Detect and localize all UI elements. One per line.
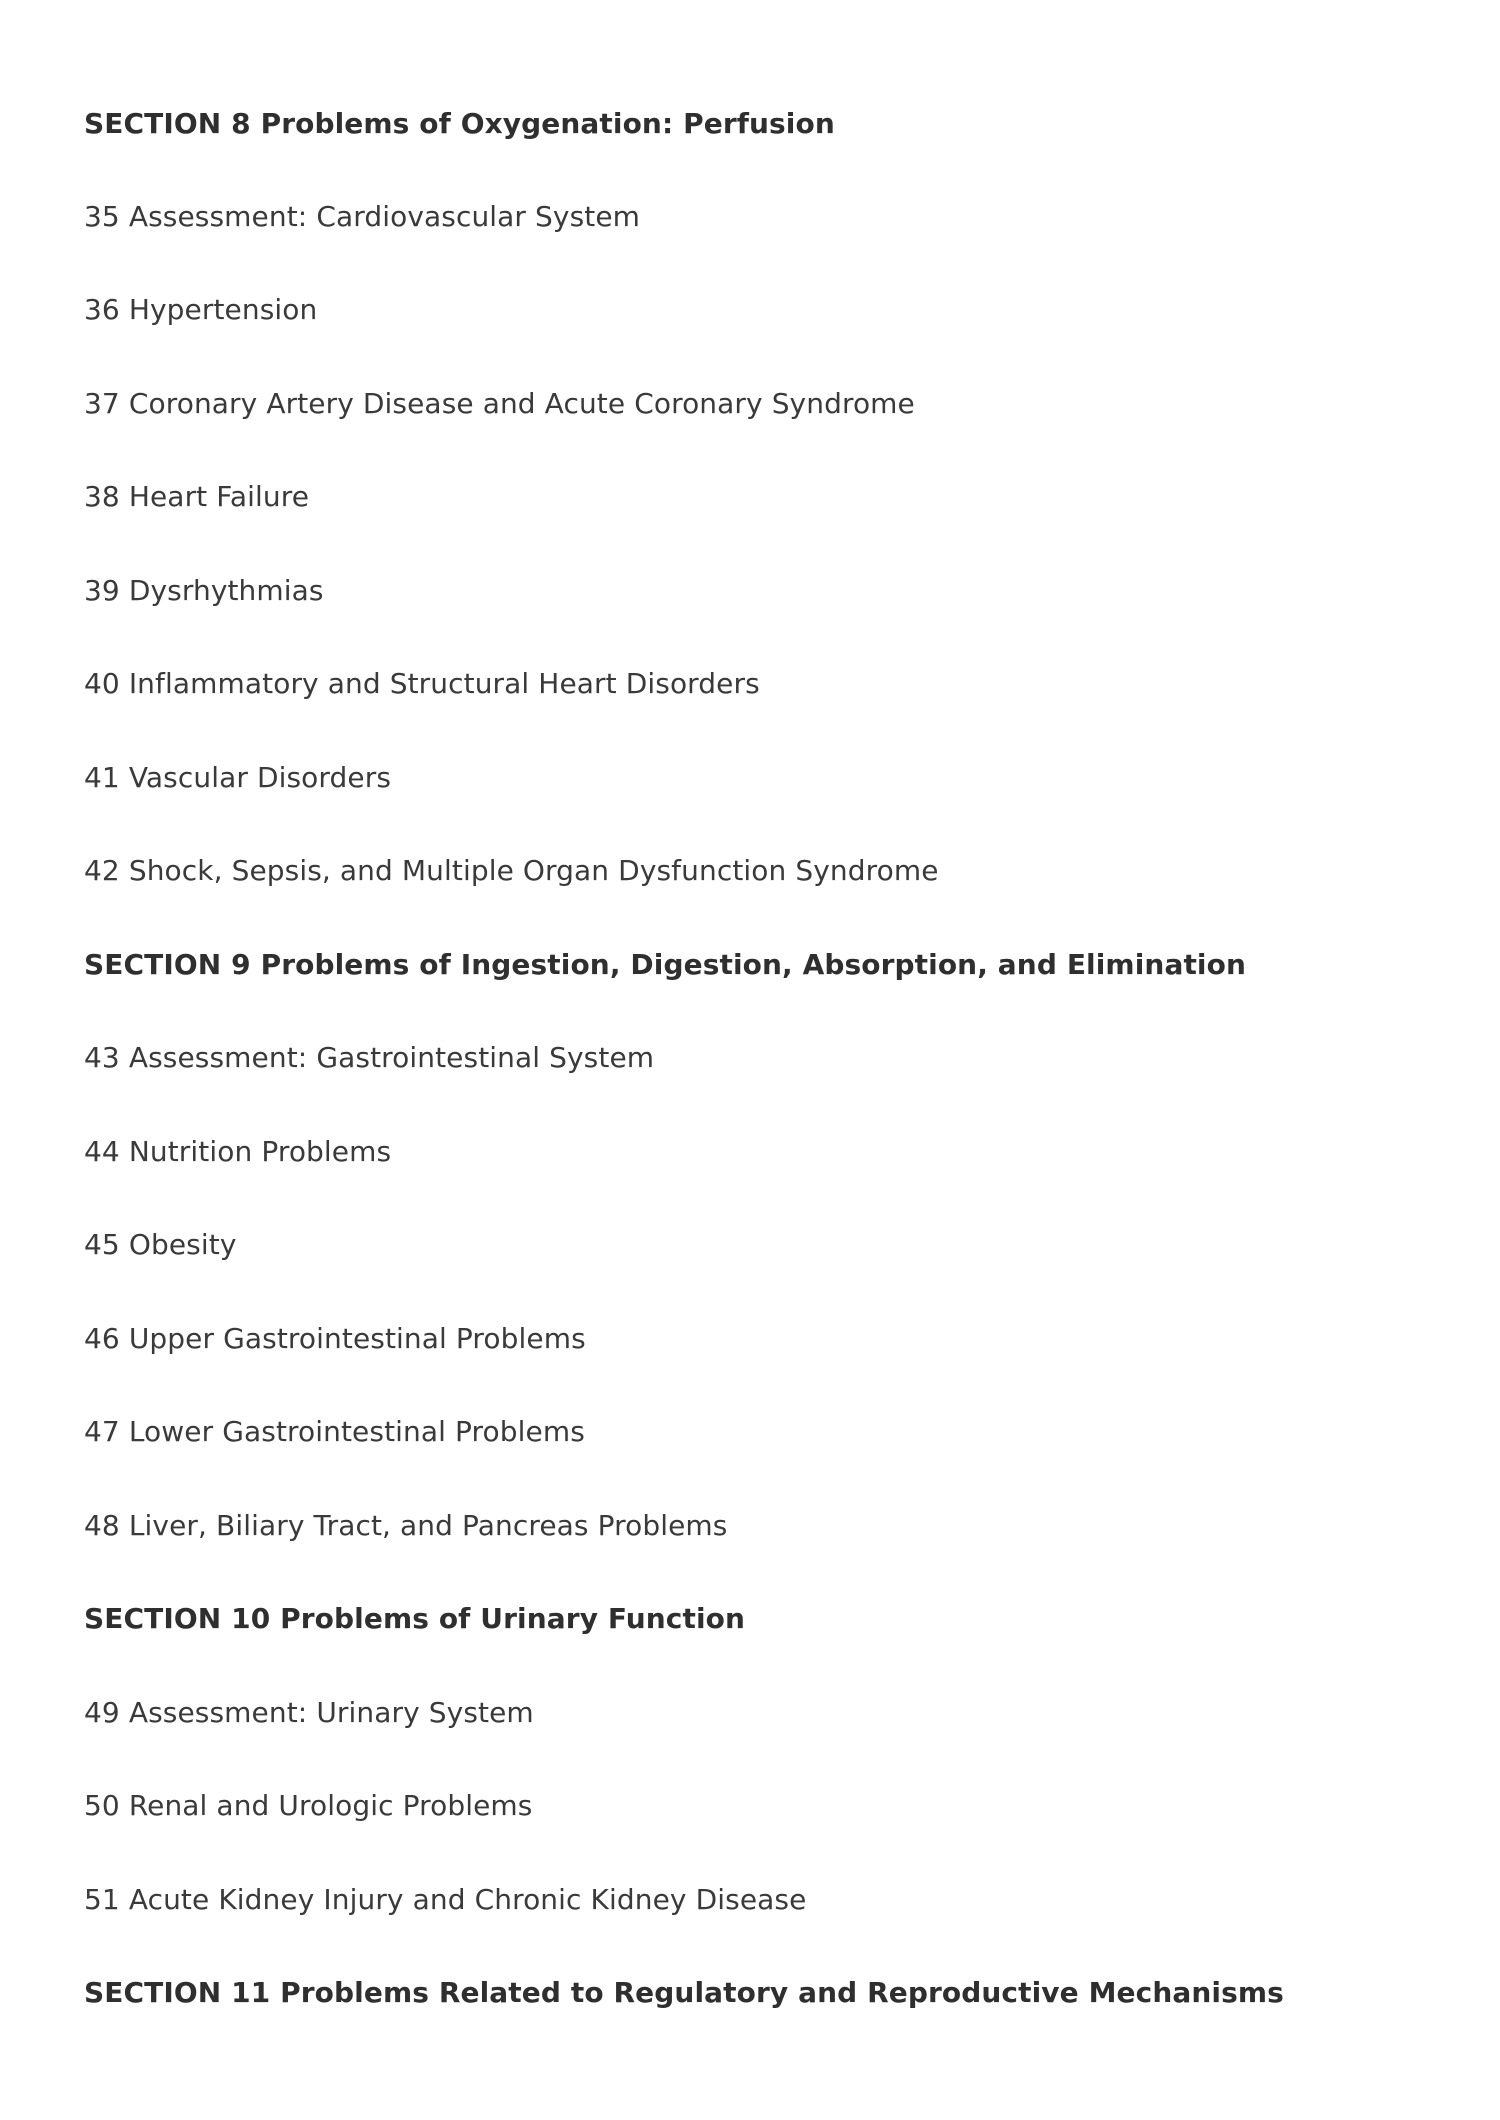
chapter-49: 49 Assessment: Urinary System [84,1696,534,1729]
section-heading-9: SECTION 9 Problems of Ingestion, Digestion, Absorption, and Elimination [84,948,1246,981]
chapter-51: 51 Acute Kidney Injury and Chronic Kidney Disease [84,1883,807,1916]
chapter-38: 38 Heart Failure [84,480,310,513]
chapter-48: 48 Liver, Biliary Tract, and Pancreas Problems [84,1509,728,1542]
chapter-39: 39 Dysrhythmias [84,574,324,607]
chapter-40: 40 Inflammatory and Structural Heart Disorders [84,667,760,700]
chapter-42: 42 Shock, Sepsis, and Multiple Organ Dysfunction Syndrome [84,854,939,887]
chapter-35: 35 Assessment: Cardiovascular System [84,200,641,233]
chapter-37: 37 Coronary Artery Disease and Acute Coronary Syndrome [84,387,915,420]
chapter-50: 50 Renal and Urologic Problems [84,1789,533,1822]
section-heading-8: SECTION 8 Problems of Oxygenation: Perfusion [84,107,835,140]
chapter-46: 46 Upper Gastrointestinal Problems [84,1322,586,1355]
chapter-41: 41 Vascular Disorders [84,761,392,794]
section-heading-11: SECTION 11 Problems Related to Regulatory and Reproductive Mechanisms [84,1976,1284,2009]
chapter-43: 43 Assessment: Gastrointestinal System [84,1041,655,1074]
chapter-36: 36 Hypertension [84,293,318,326]
chapter-47: 47 Lower Gastrointestinal Problems [84,1415,585,1448]
section-heading-10: SECTION 10 Problems of Urinary Function [84,1602,746,1635]
chapter-44: 44 Nutrition Problems [84,1135,392,1168]
chapter-45: 45 Obesity [84,1228,237,1261]
